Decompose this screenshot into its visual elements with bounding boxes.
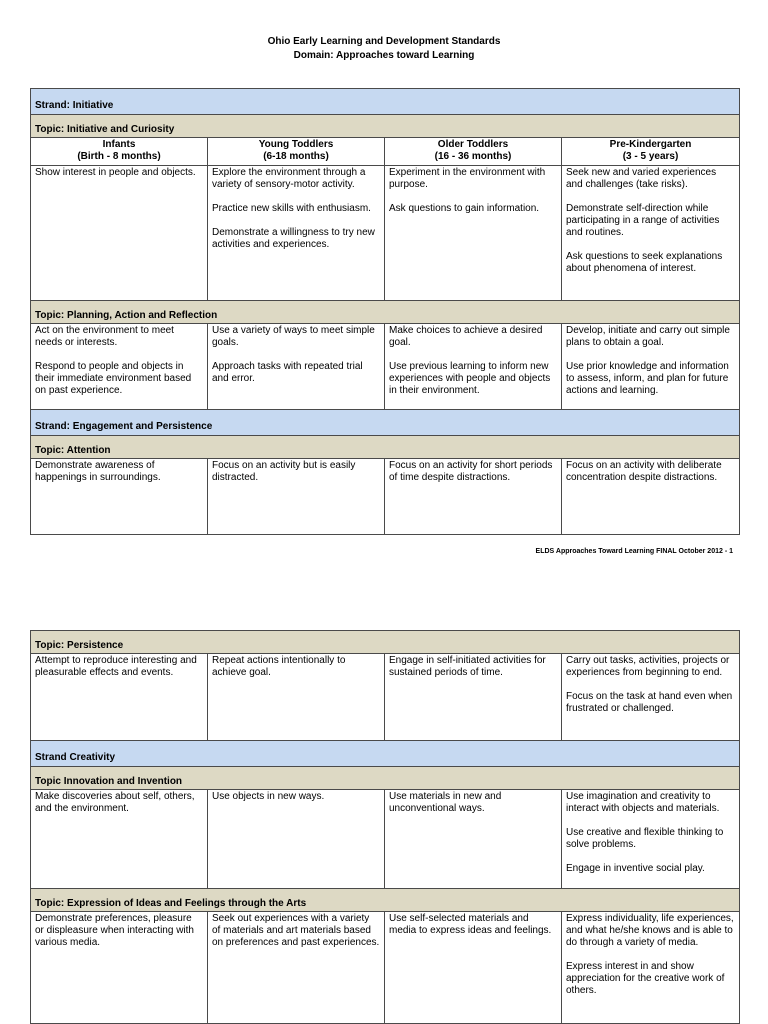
topic-persistence: Topic: Persistence	[31, 631, 740, 654]
cell-innovation-infants: Make discoveries about self, others, and the environment.	[31, 790, 208, 889]
domain-title: Domain: Approaches toward Learning	[293, 50, 475, 61]
cell-attention-young-toddlers: Focus on an activity but is easily distracted.	[208, 459, 385, 535]
standards-table-page-2	[30, 630, 740, 1024]
cell-attention-infants: Demonstrate awareness of happenings in surroundings.	[31, 459, 208, 535]
cell-persistence-infants: Attempt to reproduce interesting and pleasurable effects and events.	[31, 654, 208, 741]
cell-innovation-older-toddlers: Use materials in new and unconventional ways.	[385, 790, 562, 889]
document-title: Ohio Early Learning and Development Standards	[267, 36, 501, 47]
page-footer: ELDS Approaches Toward Learning FINAL October 2012 - 1	[535, 548, 733, 555]
cell-expression-pre-k: Express individuality, life experiences, and what he/she knows and is able to do through a variety of media. Express interest in and show appreciation for the creative work of others.	[562, 912, 740, 1024]
cell-curiosity-pre-k: Seek new and varied experiences and challenges (take risks). Demonstrate self-direction while participating in a range of activities and routines. Ask questions to seek explanations about phenomena of interest.	[562, 166, 740, 301]
cell-attention-older-toddlers: Focus on an activity for short periods of time despite distractions.	[385, 459, 562, 535]
cell-innovation-young-toddlers: Use objects in new ways.	[208, 790, 385, 889]
cell-attention-pre-k: Focus on an activity with deliberate concentration despite distractions.	[562, 459, 740, 535]
cell-persistence-pre-k: Carry out tasks, activities, projects or experiences from beginning to end. Focus on the task at hand even when frustrated or challenged.	[562, 654, 740, 741]
cell-persistence-older-toddlers: Engage in self-initiated activities for sustained periods of time.	[385, 654, 562, 741]
cell-expression-young-toddlers: Seek out experiences with a variety of materials and art materials based on preferences and past experiences.	[208, 912, 385, 1024]
cell-expression-infants: Demonstrate preferences, pleasure or displeasure when interacting with various media.	[31, 912, 208, 1024]
topic-planning: Topic: Planning, Action and Reflection	[31, 301, 740, 324]
cell-persistence-young-toddlers: Repeat actions intentionally to achieve goal.	[208, 654, 385, 741]
cell-curiosity-infants: Show interest in people and objects.	[31, 166, 208, 301]
cell-planning-infants: Act on the environment to meet needs or interests. Respond to people and objects in their immediate environment based on past experience.	[31, 324, 208, 410]
cell-planning-older-toddlers: Make choices to achieve a desired goal. Use previous learning to inform new experiences with people and objects in their environment.	[385, 324, 562, 410]
strand-initiative: Strand: Initiative	[31, 89, 740, 115]
cell-innovation-pre-k: Use imagination and creativity to interact with objects and materials. Use creative and flexible thinking to solve problems. Engage in inventive social play.	[562, 790, 740, 889]
header-infants: Infants (Birth - 8 months)	[31, 138, 208, 166]
topic-attention: Topic: Attention	[31, 436, 740, 459]
topic-expression: Topic: Expression of Ideas and Feelings through the Arts	[31, 889, 740, 912]
topic-initiative-curiosity: Topic: Initiative and Curiosity	[31, 115, 740, 138]
strand-creativity: Strand Creativity	[31, 741, 740, 767]
cell-curiosity-older-toddlers: Experiment in the environment with purpose. Ask questions to gain information.	[385, 166, 562, 301]
cell-planning-pre-k: Develop, initiate and carry out simple plans to obtain a goal. Use prior knowledge and information to assess, inform, and plan for future actions and learning.	[562, 324, 740, 410]
header-young-toddlers: Young Toddlers (6-18 months)	[208, 138, 385, 166]
strand-engagement: Strand: Engagement and Persistence	[31, 410, 740, 436]
header-older-toddlers: Older Toddlers (16 - 36 months)	[385, 138, 562, 166]
cell-planning-young-toddlers: Use a variety of ways to meet simple goals. Approach tasks with repeated trial and error.	[208, 324, 385, 410]
header-pre-kindergarten: Pre-Kindergarten (3 - 5 years)	[562, 138, 740, 166]
standards-table-page-1	[30, 88, 740, 535]
cell-curiosity-young-toddlers: Explore the environment through a variety of sensory-motor activity. Practice new skills with enthusiasm. Demonstrate a willingness to try new activities and experiences.	[208, 166, 385, 301]
topic-innovation: Topic Innovation and Invention	[31, 767, 740, 790]
cell-expression-older-toddlers: Use self-selected materials and media to express ideas and feelings.	[385, 912, 562, 1024]
